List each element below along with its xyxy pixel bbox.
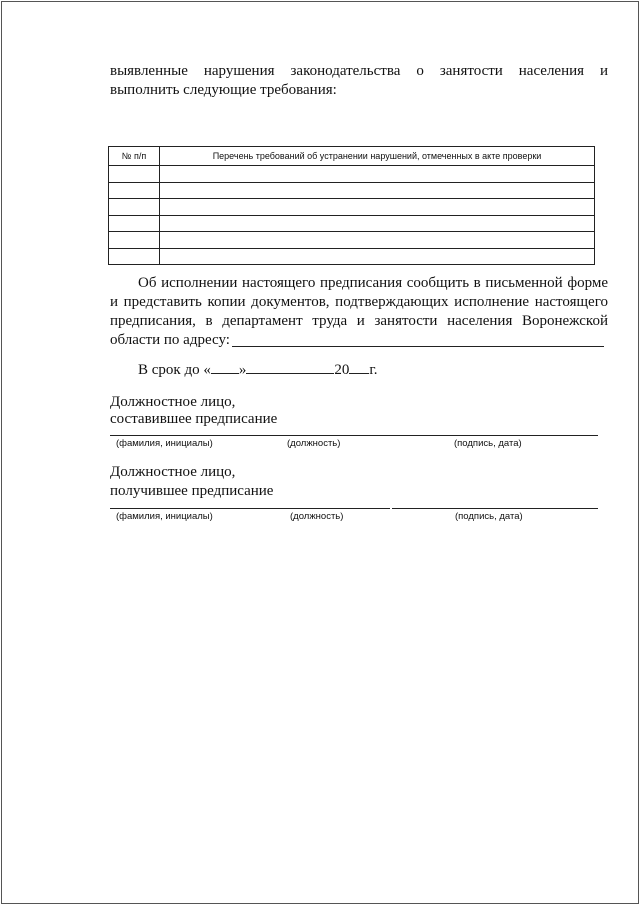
deadline-line: [138, 359, 378, 380]
address-field[interactable]: [232, 346, 604, 347]
deadline-year-field[interactable]: [349, 359, 369, 374]
receiver-signature-field[interactable]: [392, 508, 598, 509]
cell-number[interactable]: [109, 215, 160, 232]
issuer-caption-name: (фамилия, инициалы): [116, 438, 213, 449]
cell-requirement[interactable]: [160, 248, 595, 265]
table-row[interactable]: [109, 166, 595, 183]
deadline-month-field[interactable]: [246, 359, 334, 374]
deadline-year-prefix: 20: [334, 362, 350, 378]
issuer-signature-field[interactable]: [378, 435, 598, 436]
intro-word: о: [416, 63, 424, 79]
deadline-day-field[interactable]: [211, 359, 239, 374]
deadline-prefix: В срок до «: [138, 362, 211, 378]
receiver-position-field[interactable]: [245, 508, 390, 509]
intro-line-2: выполнить следующие требования:: [110, 82, 337, 98]
paragraph-line-2: и представить копии документов, подтверждающих исполнение настоящего: [110, 294, 608, 310]
cell-number[interactable]: [109, 232, 160, 249]
table-row[interactable]: [109, 232, 595, 249]
table-row[interactable]: [109, 182, 595, 199]
cell-requirement[interactable]: [160, 166, 595, 183]
requirements-table: [108, 146, 595, 265]
table-row[interactable]: [109, 248, 595, 265]
receiver-line-2: получившее предписание: [110, 483, 274, 499]
deadline-suffix: г.: [369, 362, 378, 378]
cell-number[interactable]: [109, 182, 160, 199]
issuer-name-field[interactable]: [110, 435, 238, 436]
cell-requirement[interactable]: [160, 199, 595, 216]
paragraph-line-4: области по адресу:: [110, 332, 230, 348]
paragraph-line-3: предписания, в департамент труда и занятости населения Воронежской: [110, 313, 608, 329]
cell-requirement[interactable]: [160, 232, 595, 249]
intro-word: занятости населения и: [439, 63, 609, 79]
issuer-caption-signature: (подпись, дата): [454, 438, 522, 449]
cell-requirement[interactable]: [160, 215, 595, 232]
table-row[interactable]: [109, 199, 595, 216]
receiver-line-1: Должностное лицо,: [110, 464, 236, 480]
receiver-name-field[interactable]: [110, 508, 245, 509]
header-requirements: Перечень требований об устранении нарушений, отмеченных в акте проверки: [160, 147, 595, 166]
header-number: № п/п: [109, 147, 160, 166]
deadline-close-quote: »: [238, 362, 247, 378]
receiver-caption-position: (должность): [290, 511, 344, 522]
cell-requirement[interactable]: [160, 182, 595, 199]
table-header-row: [109, 147, 595, 166]
intro-word: законодательства: [290, 63, 401, 79]
page-border: [1, 1, 639, 904]
intro-line-1: [110, 62, 608, 81]
cell-number[interactable]: [109, 166, 160, 183]
cell-number[interactable]: [109, 199, 160, 216]
issuer-line-1: Должностное лицо,: [110, 394, 236, 410]
receiver-caption-signature: (подпись, дата): [455, 511, 523, 522]
issuer-line-2: составившее предписание: [110, 411, 278, 427]
issuer-position-field[interactable]: [238, 435, 378, 436]
table-row[interactable]: [109, 215, 595, 232]
intro-word: выявленные: [110, 63, 188, 79]
paragraph-line-1: Об исполнении настоящего предписания сообщить в письменной форме: [138, 275, 608, 291]
issuer-caption-position: (должность): [287, 438, 341, 449]
intro-word: нарушения: [203, 63, 275, 79]
cell-number[interactable]: [109, 248, 160, 265]
receiver-caption-name: (фамилия, инициалы): [116, 511, 213, 522]
